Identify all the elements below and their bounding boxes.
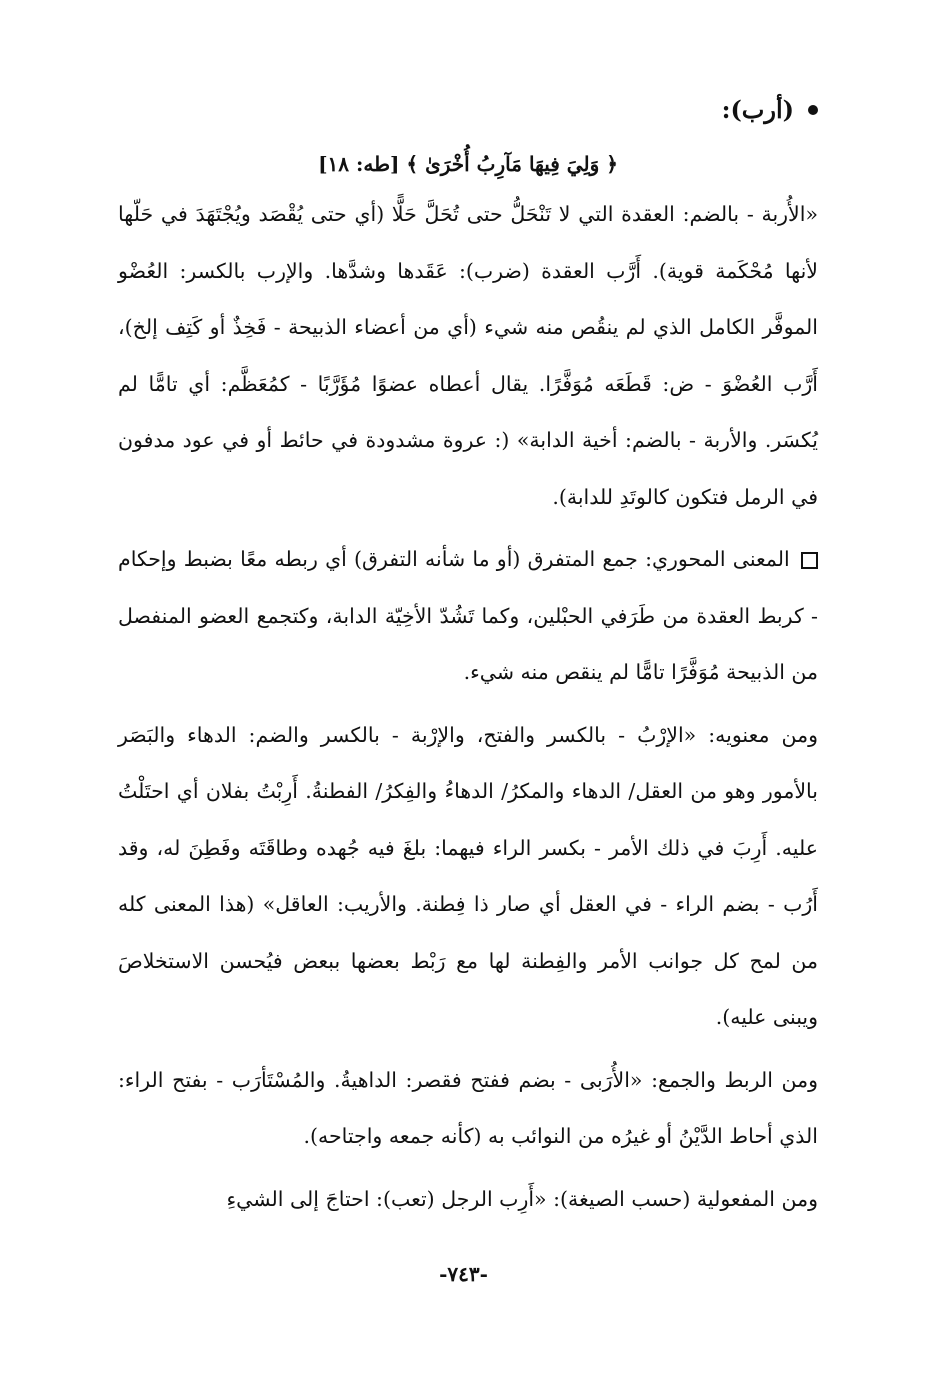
paragraph-definition: «الأُربة - بالضم: العقدة التي لا تَنْحَلُّ حتى تُحَلَّ حَلًّا (أي حتى يُقْصَد ويُجْتَهَدَ في حَلّها لأنها مُحْكَمة قوية). أَرَّب العقدة (ضرب): عَقَدها وشدَّها. والإرب بالكسر: العُضْو الموفَّر الكامل الذي لم ينقُص منه شيء (أي من أعضاء الذبيحة - فَخِذٌ أو كَتِف إلخ)، أَرَّب العُضْوَ - ض: قَطَعَه مُوَفَّرًا. يقال أعطاه عضوًا مُؤَرَّبًا - كمُعَظَّم: أي تامًّا لم يُكسَر. والأربة - بالضم: أخية الدابة» (: عروة مشدودة في حائط أو في عود مدفون في الرمل فتكون كالوتَدِ للدابة).	[118, 202, 818, 509]
central-meaning-label: المعنى المحوري:	[645, 547, 790, 571]
paragraph-abstract-meanings: ومن معنويه: «الإرْبُ - بالكسر والفتح، والإرْبة - بالكسر والضم: الدهاء والبَصَر بالأمور وهو من العقل/ الدهاء والمكرُ/ الدهاءُ والفِكرُ/ الفطنةُ. أَرِبْتُ بفلان أي احتَلْتُ عليه. أَرِبَ في ذلك الأمر - بكسر الراء فيهما: بلغَ فيه جُهده وطاقَتَه وفَطِنَ له، وقد أَرُب - بضم الراء - في العقل أي صار ذا فِطنة. والأريب: العاقل» (هذا المعنى كله من لمح كل جوانب الأمر والفِطنة لها مع رَبْط بعضها ببعض فيُحسن الاستخلاصَ ويبنى عليه).	[118, 722, 818, 1029]
entry-heading	[118, 88, 818, 132]
quran-verse: ﴿ وَلِيَ فِيهَا مَآرِبُ أُخْرَىٰ ﴾ [طه: ١٨]	[318, 152, 618, 176]
square-box-icon	[801, 552, 818, 569]
page-number: -٧٤٣-	[439, 1262, 488, 1286]
paragraph-passive: ومن المفعولية (حسب الصيغة): «أَرِب الرجل (تعب): احتاجَ إلى الشيءِ	[226, 1186, 818, 1211]
entry-heading-text: (أرب):	[721, 95, 794, 124]
paragraph-binding: ومن الربط والجمع: «الأُرَبى - بضم ففتح فقصر: الداهيةُ. والمُسْتَأرَب - بفتح الراء: الذي أحاط الدَّيْنُ أو غيرُه من النوائب به (كأنه جمعه واجتاحه).	[118, 1067, 818, 1148]
page-content	[118, 88, 818, 1233]
central-meaning-body: جمع المتفرق (أو ما شأنه التفرق) أي ربطه معًا بضبط وإحكام - كربط العقدة من طَرَفي الحبْلين، وكما تَشُدّ الأخِيّة الدابة، وكتجمع العضو المنفصل من الذبيحة مُوَفَّرًا تامًّا لم ينقص منه شيء.	[118, 547, 818, 684]
paragraph-central-meaning	[118, 531, 818, 701]
bullet-icon	[808, 105, 818, 115]
